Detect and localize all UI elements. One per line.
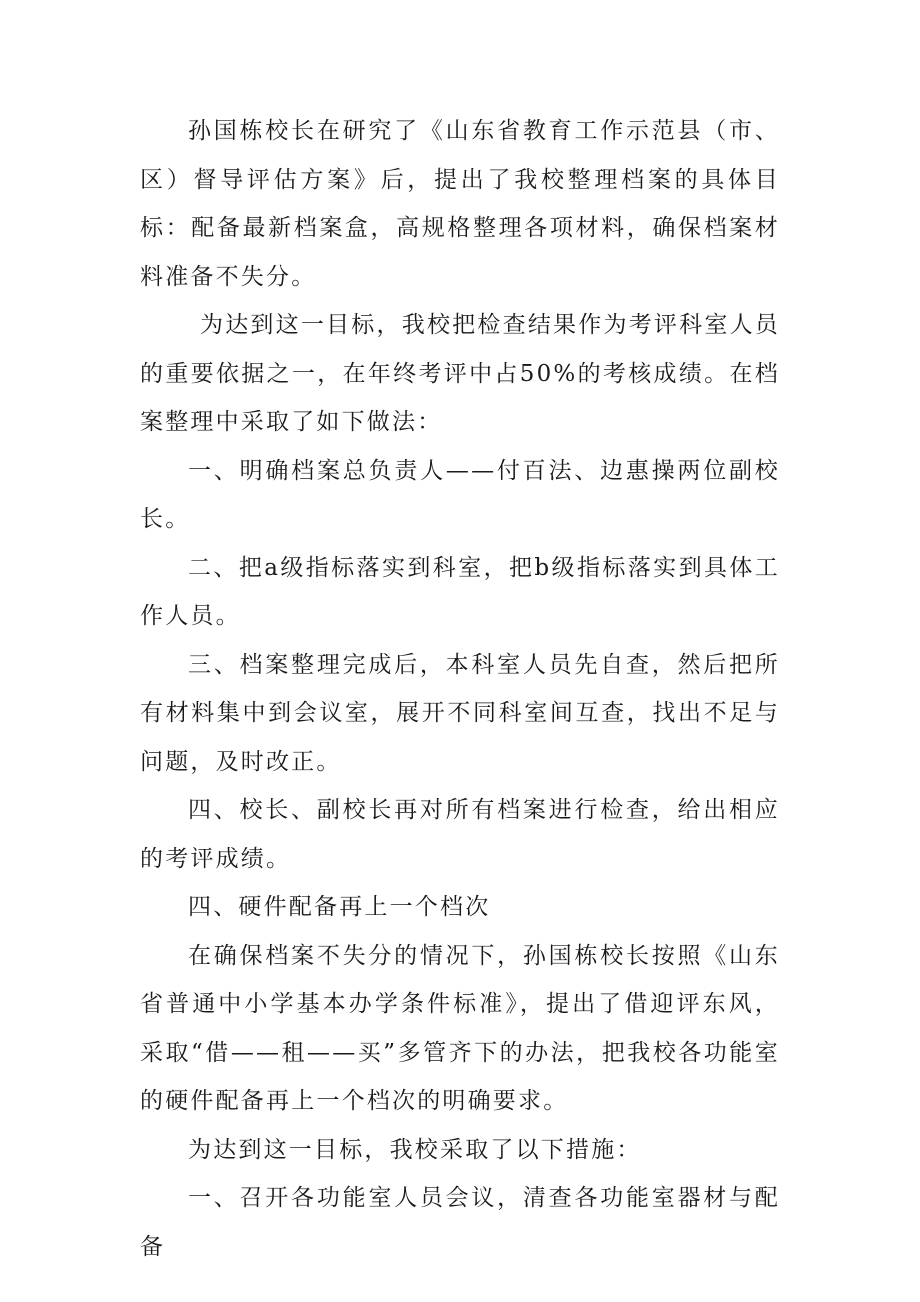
paragraph-item-1: 一、明确档案总负责人——付百法、边惠操两位副校长。: [140, 457, 780, 532]
paragraph-archive-measures-intro: 为达到这一目标，我校把检查结果作为考评科室人员的重要依据之一，在年终考评中占50%的考核成绩。在档案整理中采取了如下做法：: [140, 312, 780, 435]
paragraph-hardware-item-1: 一、召开各功能室人员会议，清查各功能室器材与配备: [140, 1185, 780, 1260]
paragraph-item-2: 二、把a级指标落实到科室，把b级指标落实到具体工作人员。: [140, 554, 780, 629]
section-heading-hardware: 四、硬件配备再上一个档次: [188, 894, 491, 920]
paragraph-item-4: 四、校长、副校长再对所有档案进行检查，给出相应的考评成绩。: [140, 797, 780, 872]
document-body: [140, 107, 780, 1271]
paragraph-hardware-goal: 在确保档案不失分的情况下，孙国栋校长按照《山东省普通中小学基本办学条件标准》，提出了借迎评东风，采取“借——租——买”多管齐下的办法，把我校各功能室的硬件配备再上一个档次的明确要求。: [140, 942, 780, 1114]
paragraph-item-3: 三、档案整理完成后，本科室人员先自查，然后把所有材料集中到会议室，展开不同科室间互查，找出不足与问题，及时改正。: [140, 651, 780, 775]
paragraph-hardware-measures-intro: 为达到这一目标，我校采取了以下措施：: [188, 1136, 642, 1163]
paragraph-archive-goal: 孙国栋校长在研究了《山东省教育工作示范县（市、区）督导评估方案》后，提出了我校整理档案的具体目标：配备最新档案盒，高规格整理各项材料，确保档案材料准备不失分。: [140, 118, 780, 290]
